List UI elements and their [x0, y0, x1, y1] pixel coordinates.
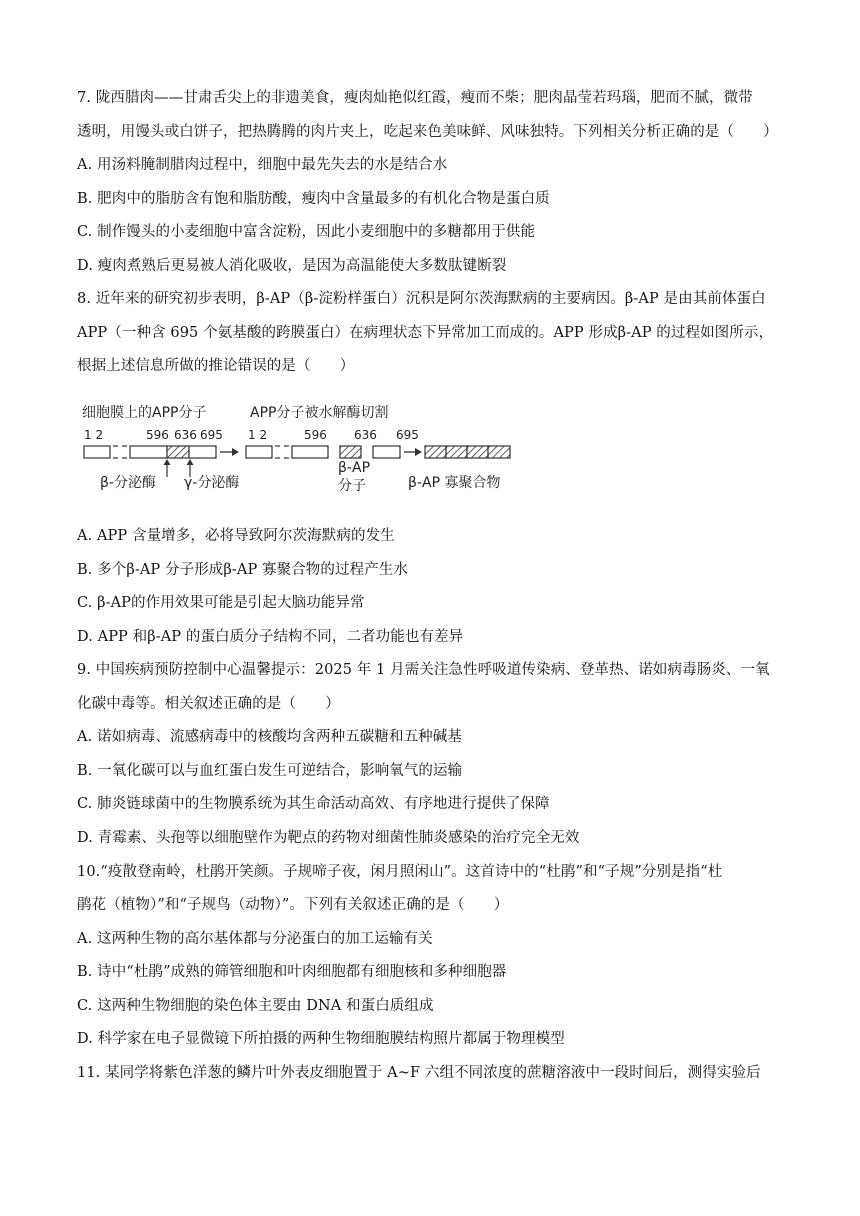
- arrow-right-1: [220, 448, 239, 456]
- label-molecule: 分子: [338, 478, 366, 494]
- app-cleaved-pieces: [246, 446, 400, 458]
- num-695-left: 695: [200, 428, 223, 442]
- q8-option-c: C. β-AP的作用效果可能是引起大脑功能异常: [77, 595, 365, 611]
- q10-option-b: B. 诗中“杜鹃”成熟的筛管细胞和叶肉细胞都有细胞核和多种细胞器: [77, 964, 507, 980]
- q10-option-d: D. 科学家在电子显微镜下所拍摄的两种生物细胞膜结构照片都属于物理模型: [77, 1031, 565, 1047]
- q8-option-b: B. 多个β-AP 分子形成β-AP 寡聚合物的过程产生水: [77, 562, 409, 578]
- q8-option-d: D. APP 和β-AP 的蛋白质分子结构不同，二者功能也有差异: [77, 629, 464, 645]
- q8-stem-line3: 根据上述信息所做的推论错误的是（ ）: [77, 358, 355, 374]
- num-636-left: 636: [174, 428, 197, 442]
- q9-option-b: B. 一氧化碳可以与血红蛋白发生可逆结合，影响氧气的运输: [77, 763, 463, 779]
- q7-option-d: D. 瘦肉煮熟后更易被人消化吸收，是因为高温能使大多数肽键断裂: [77, 258, 507, 274]
- q10-option-a: A. 这两种生物的高尔基体都与分泌蛋白的加工运输有关: [77, 931, 433, 947]
- q11-stem-line1: 11. 某同学将紫色洋葱的鳞片叶外表皮细胞置于 A~F 六组不同浓度的蔗糖溶液中一段时间后，测得实验后: [77, 1065, 761, 1081]
- num-596-right: 596: [304, 428, 327, 442]
- q8-option-a: A. APP 含量增多，必将导致阿尔茨海默病的发生: [77, 528, 395, 544]
- q9-option-c: C. 肺炎链球菌中的生物膜系统为其生命活动高效、有序地进行提供了保障: [77, 796, 550, 812]
- q7-stem-line2: 透明，用馒头或白饼子，把热腾腾的肉片夹上，吃起来色美味鲜、风味独特。下列相关分析正确的是（ ）: [77, 124, 778, 140]
- num-636-right: 636: [354, 428, 377, 442]
- q9-stem-line2: 化碳中毒等。相关叙述正确的是（ ）: [77, 696, 340, 712]
- q9-stem-line1: 9. 中国疾病预防控制中心温馨提示：2025 年 1 月需关注急性呼吸道传染病、登革热、诺如病毒肠炎、一氧: [77, 662, 770, 678]
- num-695-right: 695: [396, 428, 419, 442]
- arrow-up-beta: [164, 459, 171, 477]
- label-beta-ap: β-AP: [338, 460, 371, 476]
- app-intact-bar: [84, 446, 216, 458]
- q10-stem-line1: 10.“疫散登南岭，杜鹃开笑颜。子规啼子夜，闲月照闲山”。这首诗中的“杜鹃”和“子规”分别是指“杜: [77, 864, 723, 880]
- label-beta-ap-aggregate: β-AP 寡聚合物: [408, 475, 501, 491]
- num-1-2-right: 1 2: [248, 428, 268, 442]
- q10-option-c: C. 这两种生物细胞的染色体主要由 DNA 和蛋白质组成: [77, 998, 434, 1014]
- arrow-right-2: [404, 448, 422, 456]
- q7-option-c: C. 制作馒头的小麦细胞中富含淀粉，因此小麦细胞中的多糖都用于供能: [77, 224, 536, 240]
- beta-ap-aggregate-bar: [425, 446, 510, 458]
- app-processing-diagram: [78, 398, 528, 498]
- num-1-2-left: 1 2: [84, 428, 104, 442]
- label-app-cleaved: APP分子被水解酶切割: [250, 405, 389, 421]
- label-app-on-membrane: 细胞膜上的APP分子: [82, 405, 207, 421]
- q7-option-a: A. 用汤料腌制腊肉过程中，细胞中最先失去的水是结合水: [77, 157, 448, 173]
- q9-option-a: A. 诺如病毒、流感病毒中的核酸均含两种五碳糖和五种碱基: [77, 729, 462, 745]
- q7-stem-line1: 7. 陇西腊肉——甘肃舌尖上的非遗美食，瘦肉灿艳似红霞，瘦而不柴；肥肉晶莹若玛瑙，肥而不腻，微带: [77, 90, 753, 106]
- q8-stem-line1: 8. 近年来的研究初步表明，β-AP（β-淀粉样蛋白）沉积是阿尔茨海默病的主要病因。β-AP 是由其前体蛋白: [77, 291, 766, 307]
- q9-option-d: D. 青霉素、头孢等以细胞壁作为靶点的药物对细菌性肺炎感染的治疗完全无效: [77, 830, 580, 846]
- q10-stem-line2: 鹃花（植物）”和“子规鸟（动物）”。下列有关叙述正确的是（ ）: [77, 897, 509, 913]
- label-gamma-secretase: γ-分泌酶: [184, 475, 240, 491]
- q8-stem-line2: APP（一种含 695 个氨基酸的跨膜蛋白）在病理状态下异常加工而成的。APP 形成β-AP 的过程如图所示，: [77, 325, 774, 341]
- q7-option-b: B. 肥肉中的脂肪含有饱和脂肪酸，瘦肉中含量最多的有机化合物是蛋白质: [77, 191, 550, 207]
- num-596-left: 596: [146, 428, 169, 442]
- label-beta-secretase: β-分泌酶: [100, 475, 156, 491]
